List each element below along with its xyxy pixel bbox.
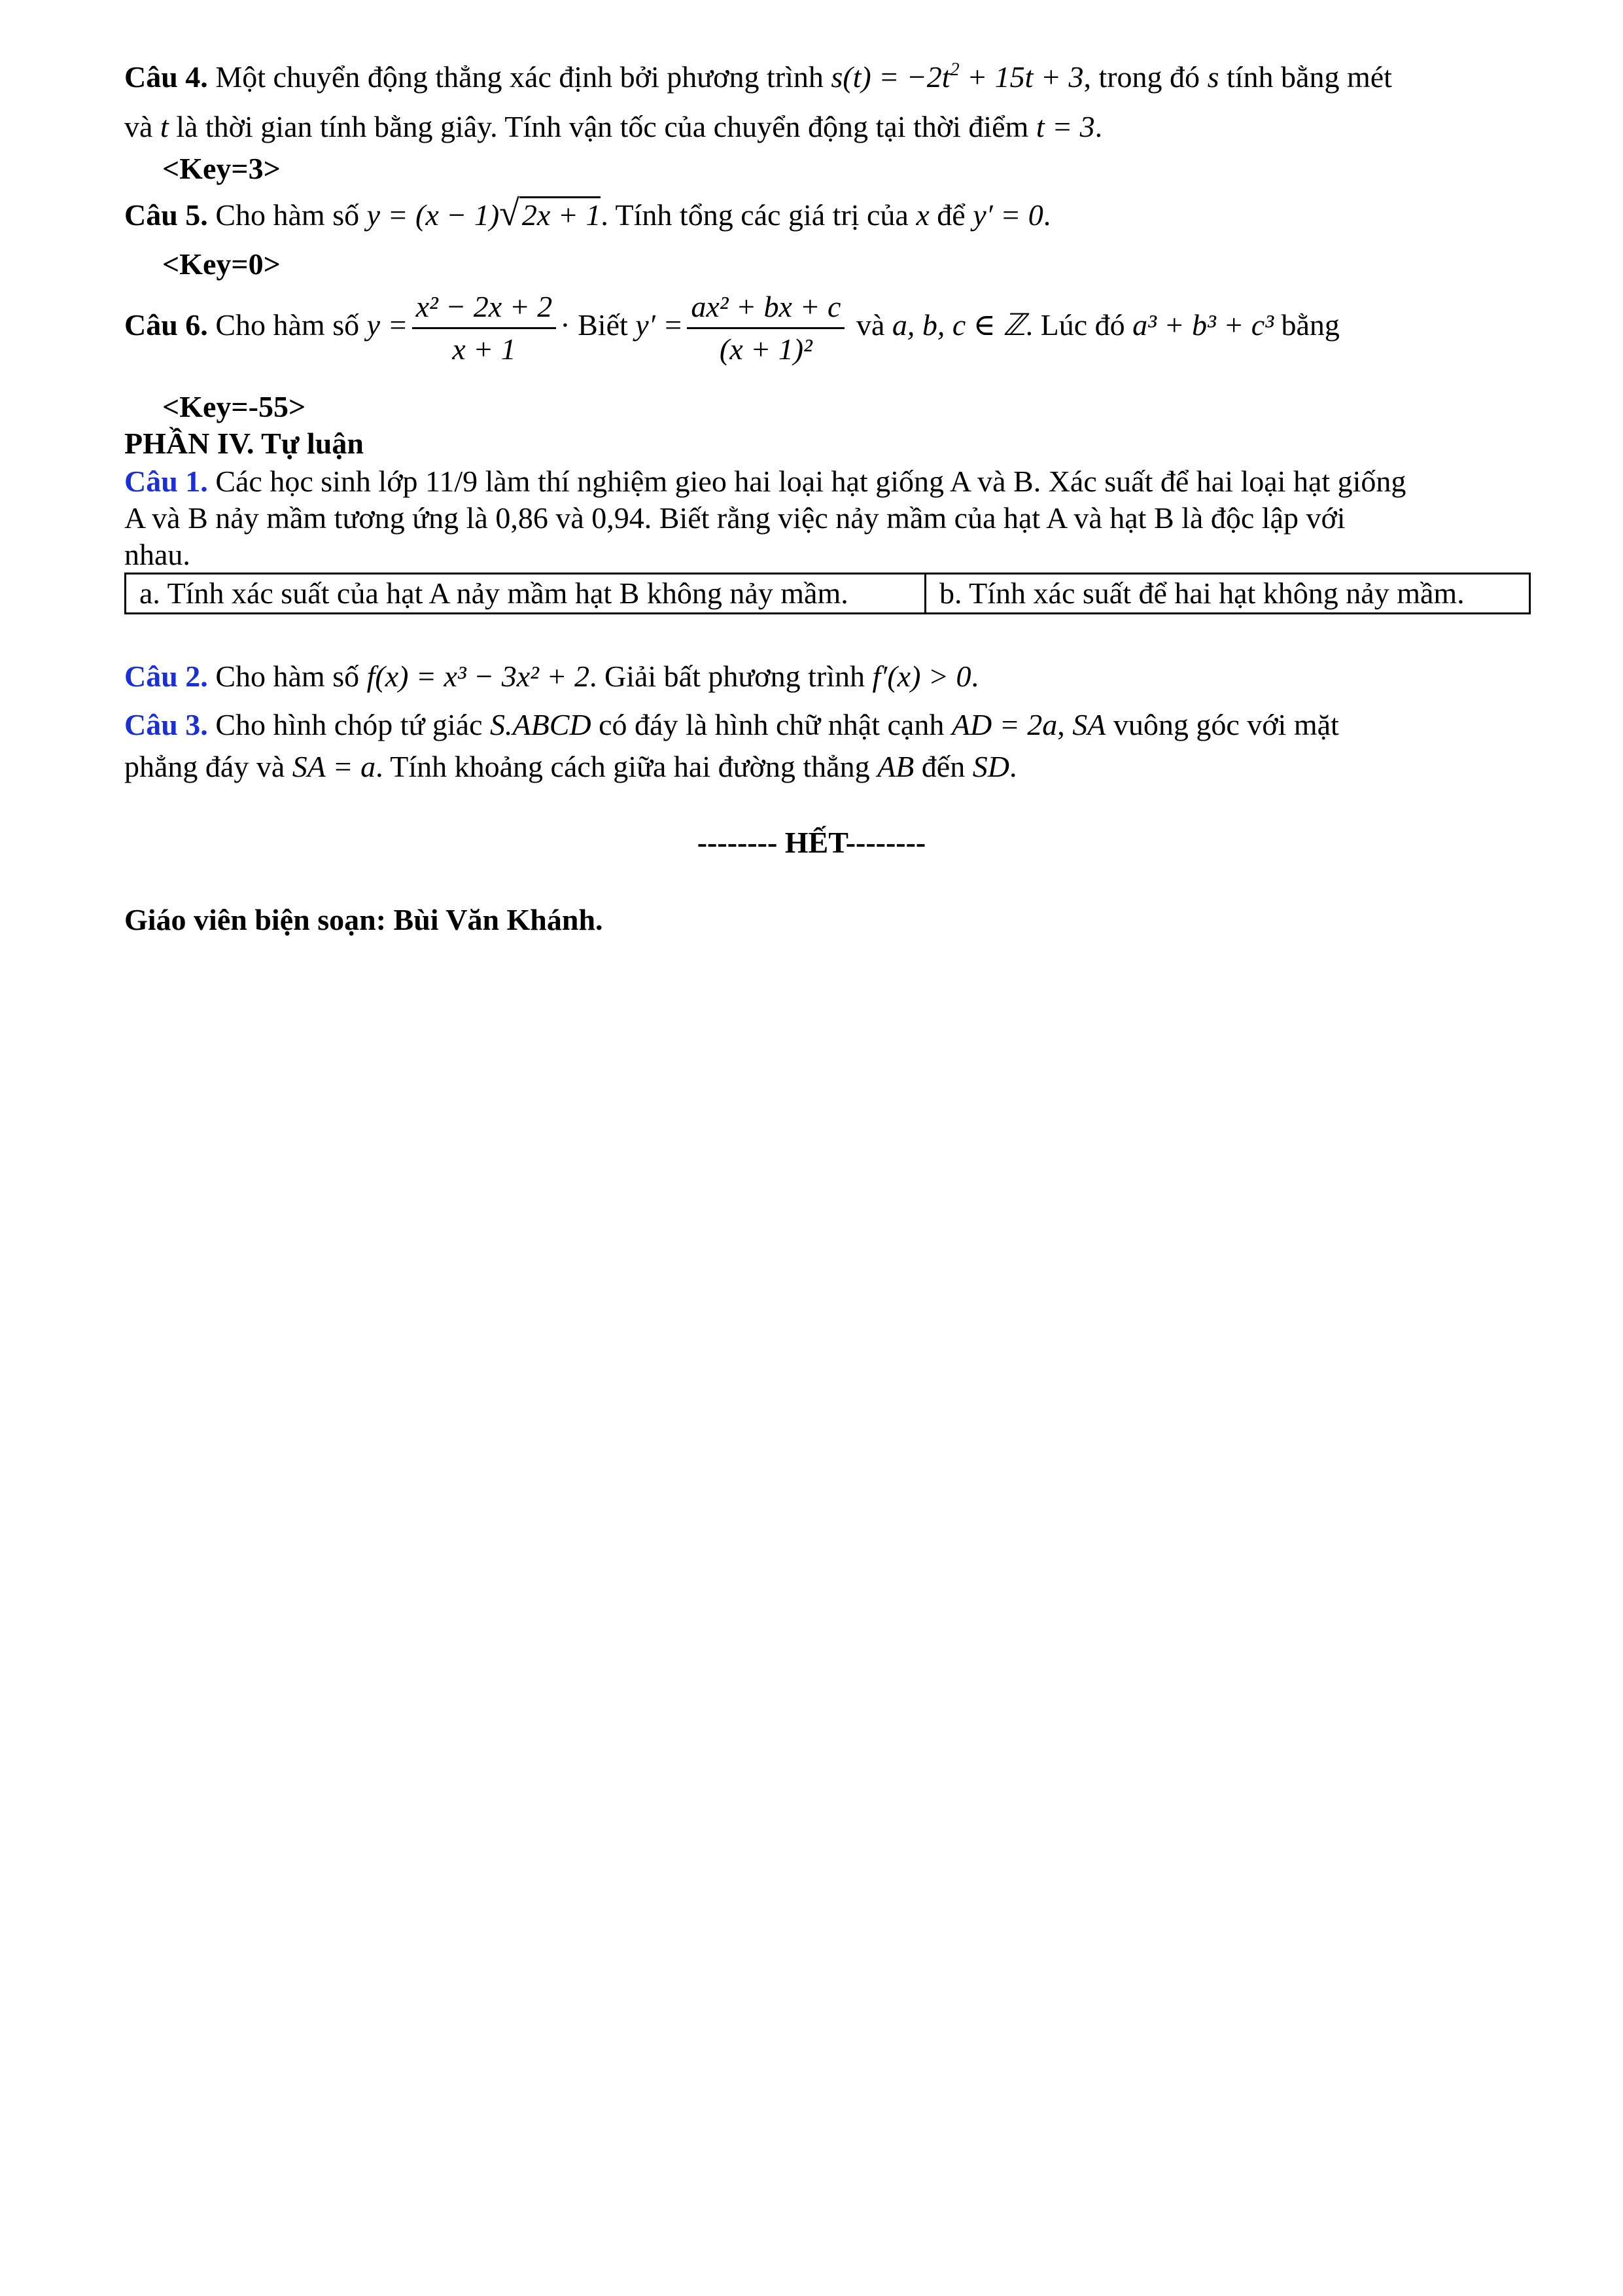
question-5-label: Câu 5.: [124, 198, 208, 232]
question-6-integer-set: a, b, c ∈ ℤ: [892, 308, 1026, 342]
question-6-label: Câu 6.: [124, 308, 208, 342]
part-4-question-3-label: Câu 3.: [124, 708, 208, 741]
question-5-radicand: 2x + 1: [519, 196, 601, 232]
question-5-key: <Key=0>: [162, 247, 281, 281]
question-4-line-1: [124, 54, 1531, 105]
part-4-question-1-label: Câu 1.: [124, 465, 208, 498]
part-4-question-1-line-1: Câu 1. Các học sinh lớp 11/9 làm thí nghiệm gieo hai loại hạt giống A và B. Xác suất để hai loại hạt giống: [124, 465, 1406, 498]
question-4-text-2: , trong đó: [1083, 60, 1208, 94]
question-6-fraction-2: $\frac{\text{ax² + bx + c}}{\text{(x + 1)²}}$: [687, 287, 845, 370]
question-6-expression: a³ + b³ + c³: [1132, 308, 1274, 342]
part-4-question-1-line-2: A và B nảy mầm tương ứng là 0,86 và 0,94. Biết rằng việc nảy mầm của hạt A và hạt B là độc lập với: [124, 501, 1346, 535]
part-4-question-2-line: Câu 2. Cho hàm số f(x) = x³ − 3x² + 2. Giải bất phương trình f′(x) > 0.: [124, 660, 979, 693]
question-6-line: Câu 6. Cho hàm số y = $\frac{\text{x² − 2x + 2}}{x + 1}$ · Biết y′ = $\frac{\text{ax² + bx + c}}{\text{(x + 1)²}}$ và a, b, c ∈ ℤ. Lúc đó a³ + b³ + c³ bằng: [124, 283, 1531, 370]
question-6-fraction-1: $\frac{\text{x² − 2x + 2}}{x + 1}$: [412, 287, 557, 370]
question-4-time: t = 3: [1036, 110, 1095, 143]
question-4-line-2: và t là thời gian tính bằng giây. Tính vận tốc của chuyển động tại thời điểm t = 3.: [124, 110, 1103, 143]
question-4-text-3: tính bằng mét: [1219, 60, 1392, 94]
author-line: Giáo viên biện soạn: Bùi Văn Khánh.: [124, 903, 603, 936]
part-4-question-1-table: [124, 573, 1531, 614]
part-4-question-1-b: b. Tính xác suất để hai hạt không nảy mầm.: [926, 574, 1530, 614]
part-4-question-2-function: f(x) = x³ − 3x² + 2: [366, 660, 589, 693]
part-4-question-2-inequality: f′(x) > 0: [872, 660, 971, 693]
question-6-key: <Key=-55>: [162, 390, 306, 423]
part-4-heading: PHẦN IV. Tự luận: [124, 427, 364, 460]
question-5-function: y = (x − 1): [366, 198, 500, 232]
question-4-key: <Key=3>: [162, 152, 281, 185]
question-4-label: Câu 4.: [124, 60, 208, 94]
part-4-question-2-label: Câu 2.: [124, 660, 208, 693]
part-4-question-3-line-2: phẳng đáy và SA = a. Tính khoảng cách giữa hai đường thẳng AB đến SD.: [124, 750, 1017, 783]
part-4-question-3-line-1: Câu 3. Cho hình chóp tứ giác S.ABCD có đáy là hình chữ nhật cạnh AD = 2a, SA vuông góc với mặt: [124, 708, 1339, 741]
part-4-question-1-line-3: nhau.: [124, 538, 190, 571]
question-4-var-s: s: [1207, 60, 1219, 94]
question-5-line: Câu 5. Cho hàm số y = (x − 1)√2x + 1. Tính tổng các giá trị của x để y′ = 0.: [124, 193, 1051, 234]
table-row: [126, 574, 1530, 614]
question-5-condition: y′ = 0: [973, 198, 1043, 232]
end-mark: -------- HẾT--------: [697, 826, 926, 859]
question-4-text: Một chuyển động thẳng xác định bởi phương trình: [207, 60, 831, 94]
question-4-equation: $s(t) = -2t^2 + 15t + 3$: [831, 60, 1084, 94]
part-4-question-1-a: a. Tính xác suất của hạt A nảy mầm hạt B không nảy mầm.: [126, 574, 926, 614]
